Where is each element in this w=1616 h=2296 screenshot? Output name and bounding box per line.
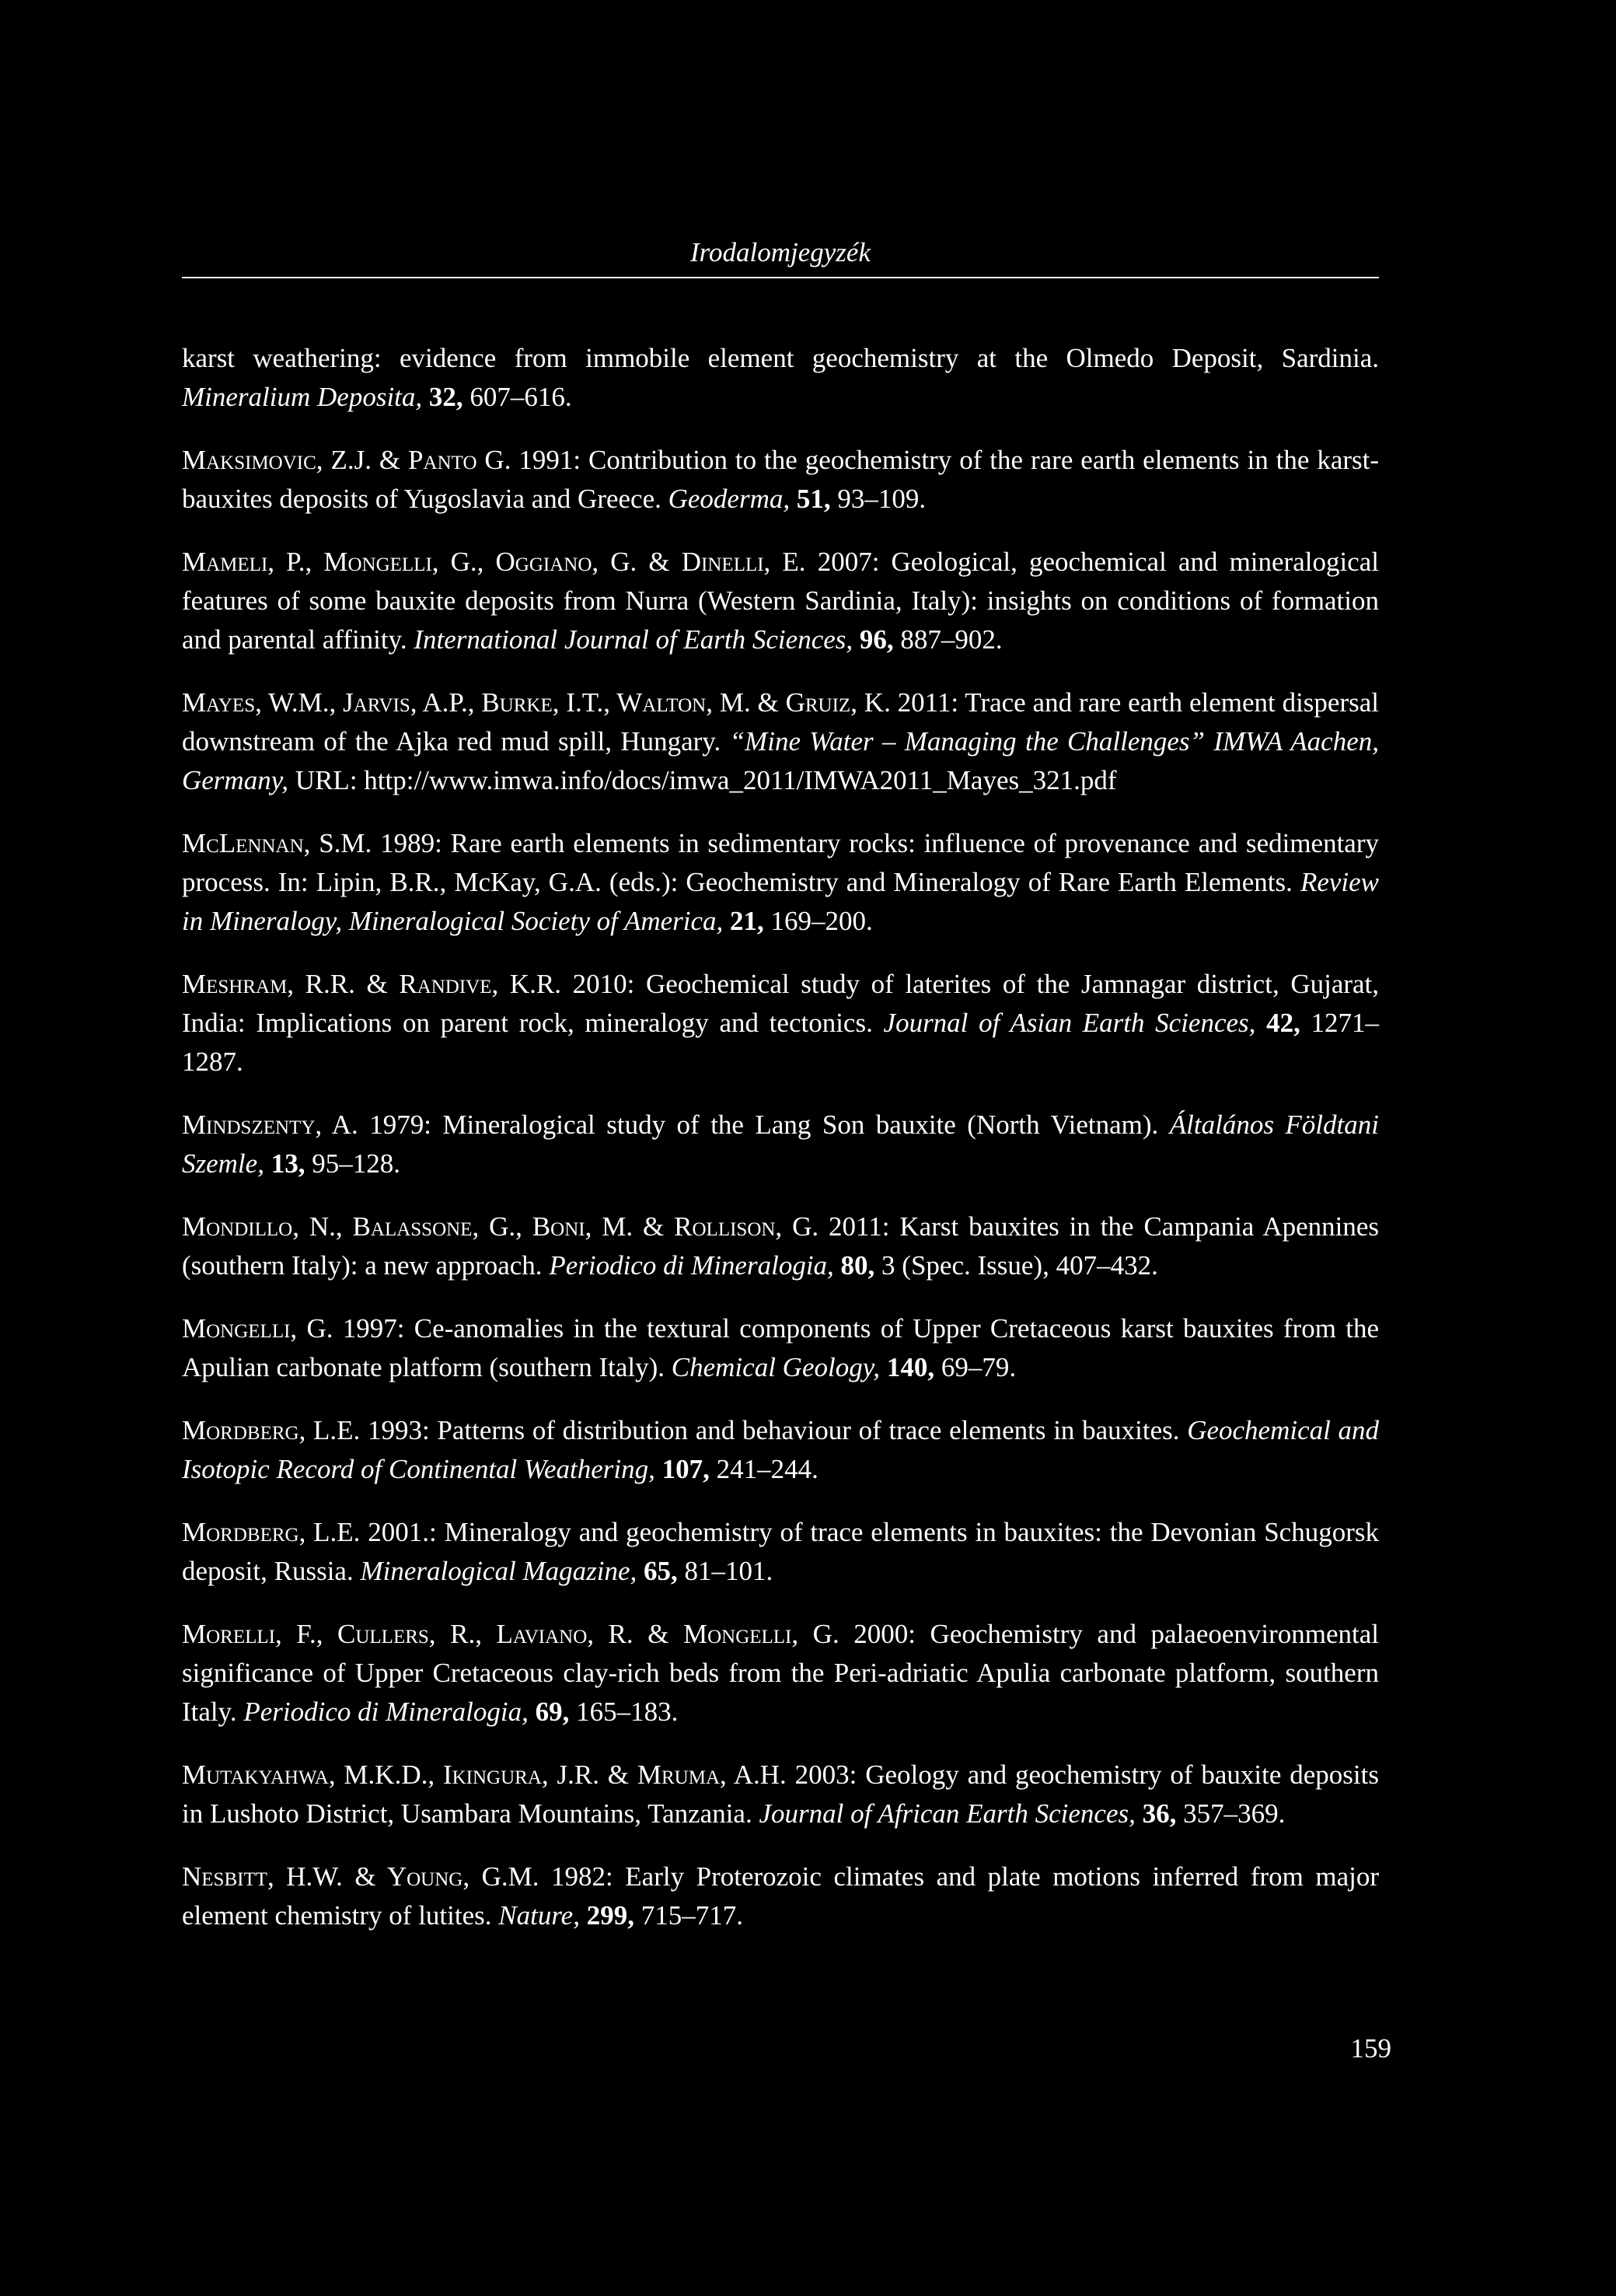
reference-text: 2011: Trace and rare earth element dispersal downstream of the Ajka red mud spill, Hungary.: [182, 687, 1379, 757]
reference-text: 2010: Geochemical study of laterites of the Jamnagar district, Gujarat, India: Implications on parent rock, mineralogy and tectonics.: [182, 969, 1380, 1038]
reference-authors: Mindszenty, A.: [182, 1110, 358, 1140]
reference-pages: 241–244.: [716, 1454, 818, 1484]
reference-source: Geoderma,: [668, 484, 791, 514]
reference-entry: [182, 1615, 1379, 1732]
reference-authors: Maksimovic, Z.J. & Panto G.: [182, 445, 511, 475]
reference-text: 1991: Contribution to the geochemistry of the rare earth elements in the karst-bauxites deposits of Yugoslavia and Greece.: [182, 445, 1380, 514]
reference-source: Periodico di Mineralogia,: [549, 1250, 834, 1281]
reference-source: Általános Földtani Szemle,: [182, 1110, 1380, 1179]
reference-source: Nature,: [498, 1900, 580, 1931]
reference-pages: 93–109.: [837, 484, 927, 514]
reference-authors: Mameli, P., Mongelli, G., Oggiano, G. & Dinelli, E.: [182, 547, 806, 577]
reference-authors: Meshram, R.R. & Randive, K.R.: [182, 969, 561, 999]
reference-volume: 69,: [535, 1697, 570, 1727]
reference-authors: Morelli, F., Cullers, R., Laviano, R. & Mongelli, G.: [182, 1619, 839, 1649]
reference-authors: Nesbitt, H.W. & Young, G.M.: [182, 1861, 539, 1892]
reference-source: Chemical Geology,: [671, 1352, 881, 1382]
reference-volume: 32,: [428, 382, 463, 412]
reference-text: 1982: Early Proterozoic climates and plate motions inferred from major element chemistry of lutites.: [182, 1861, 1380, 1931]
reference-authors: Mondillo, N., Balassone, G., Boni, M. & Rollison, G.: [182, 1211, 819, 1242]
reference-entry: [182, 1513, 1379, 1591]
reference-volume: 21,: [730, 906, 764, 936]
reference-authors: Mordberg, L.E.: [182, 1517, 361, 1547]
reference-source: Review in Mineralogy, Mineralogical Society of America,: [182, 867, 1380, 936]
reference-text: 1993: Patterns of distribution and behaviour of trace elements in bauxites.: [367, 1415, 1180, 1445]
reference-source: Mineralium Deposita,: [182, 382, 423, 412]
reference-pages: 81–101.: [684, 1556, 773, 1586]
page-number: 159: [1350, 2033, 1391, 2064]
reference-text: 2011: Karst bauxites in the Campania Apennines (southern Italy): a new approach.: [182, 1211, 1380, 1281]
reference-volume: 36,: [1142, 1798, 1177, 1829]
reference-text: karst weathering: evidence from immobile element geochemistry at the Olmedo Deposit, Sardinia.: [182, 343, 1379, 373]
reference-source: Geochemical and Isotopic Record of Continental Weathering,: [182, 1415, 1380, 1484]
reference-entry: [182, 965, 1379, 1082]
reference-entry: [182, 1309, 1379, 1387]
reference-list: [182, 339, 1379, 1959]
reference-text: 2000: Geochemistry and palaeoenvironmental significance of Upper Cretaceous clay-rich beds from the Peri-adriatic Apulia carbonate platform, southern Italy.: [182, 1619, 1380, 1727]
reference-authors: Mongelli, G.: [182, 1313, 333, 1344]
reference-volume: 13,: [270, 1148, 305, 1179]
reference-pages: 887–902.: [900, 624, 1003, 655]
reference-entry: [182, 1106, 1379, 1183]
reference-authors: Mordberg, L.E.: [182, 1415, 361, 1445]
reference-volume: 65,: [643, 1556, 678, 1586]
running-header-title: Irodalomjegyzék: [690, 237, 871, 267]
reference-volume: 140,: [886, 1352, 935, 1382]
reference-source: Journal of Asian Earth Sciences,: [883, 1008, 1256, 1038]
reference-source: Journal of African Earth Sciences,: [759, 1798, 1136, 1829]
reference-url[interactable]: URL: http://www.imwa.info/docs/imwa_2011/IMWA2011_Mayes_321.pdf: [295, 765, 1117, 795]
reference-entry: [182, 441, 1379, 519]
reference-volume: 51,: [796, 484, 831, 514]
reference-authors: McLennan, S.M.: [182, 828, 372, 858]
reference-pages: 3 (Spec. Issue), 407–432.: [881, 1250, 1158, 1281]
running-header: [182, 233, 1379, 278]
reference-pages: 169–200.: [770, 906, 873, 936]
reference-source: “Mine Water – Managing the Challenges” IMWA Aachen, Germany,: [182, 726, 1379, 795]
reference-volume: 42,: [1266, 1008, 1300, 1038]
reference-pages: 165–183.: [576, 1697, 679, 1727]
reference-source: Mineralogical Magazine,: [360, 1556, 637, 1586]
reference-volume: 80,: [840, 1250, 875, 1281]
reference-entry: [182, 339, 1379, 417]
reference-entry: [182, 1411, 1379, 1489]
reference-text: 1989: Rare earth elements in sedimentary rocks: influence of provenance and sedimentary process. In: Lipin, B.R., McKay, G.A. (eds.): Geochemistry and Mineralogy of Rare Earth Elements.: [182, 828, 1380, 897]
reference-pages: 1271–1287.: [182, 1008, 1380, 1077]
reference-volume: 96,: [859, 624, 894, 655]
reference-source: International Journal of Earth Sciences,: [414, 624, 853, 655]
reference-text: 1979: Mineralogical study of the Lang Son bauxite (North Vietnam).: [369, 1110, 1159, 1140]
reference-entry: [182, 683, 1379, 800]
reference-pages: 715–717.: [640, 1900, 743, 1931]
reference-entry: [182, 543, 1379, 659]
reference-entry: [182, 1756, 1379, 1833]
reference-text: 2003: Geology and geochemistry of bauxite deposits in Lushoto District, Usambara Mountains, Tanzania.: [182, 1760, 1379, 1829]
reference-pages: 69–79.: [941, 1352, 1017, 1382]
reference-source: Periodico di Mineralogia,: [243, 1697, 529, 1727]
reference-entry: [182, 824, 1379, 941]
reference-authors: Mayes, W.M., Jarvis, A.P., Burke, I.T., Walton, M. & Gruiz, K.: [182, 687, 891, 718]
reference-text: 1997: Ce-anomalies in the textural components of Upper Cretaceous karst bauxites from the Apulian carbonate platform (southern Italy).: [182, 1313, 1380, 1382]
reference-pages: 95–128.: [312, 1148, 400, 1179]
reference-entry: [182, 1857, 1379, 1935]
reference-volume: 299,: [586, 1900, 634, 1931]
reference-text: 2007: Geological, geochemical and mineralogical features of some bauxite deposits from Nurra (Western Sardinia, Italy): insights on conditions of formation and parental affinity.: [182, 547, 1379, 655]
reference-authors: Mutakyahwa, M.K.D., Ikingura, J.R. & Mruma, A.H.: [182, 1760, 787, 1790]
reference-entry: [182, 1207, 1379, 1285]
reference-pages: 607–616.: [469, 382, 572, 412]
reference-text: 2001.: Mineralogy and geochemistry of trace elements in bauxites: the Devonian Schugorsk deposit, Russia.: [182, 1517, 1379, 1586]
reference-pages: 357–369.: [1183, 1798, 1286, 1829]
reference-volume: 107,: [661, 1454, 710, 1484]
